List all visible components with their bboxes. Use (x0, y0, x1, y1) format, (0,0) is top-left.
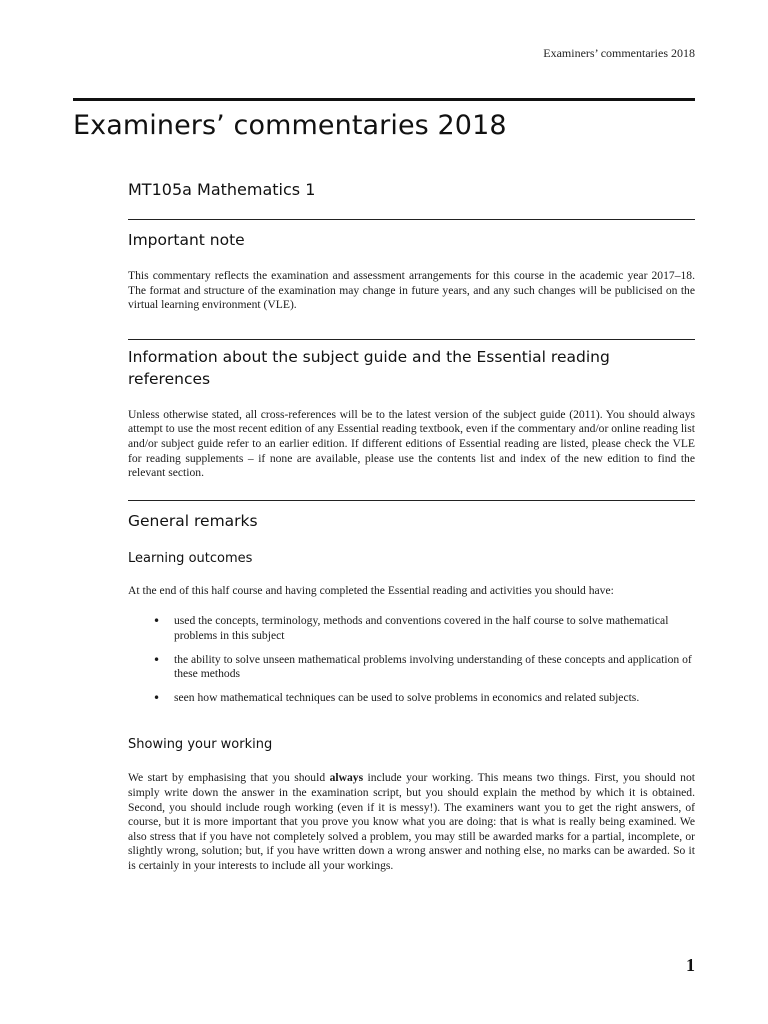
page-title: Examiners’ commentaries 2018 (73, 110, 507, 141)
information-text: Unless otherwise stated, all cross-references will be to the latest version of the subject guide (2011). You should always attempt to use the most recent edition of any Essential reading textbook, even if the commentary and/or online reading list and/or subject guide refer to an earlier edition. If different editions of Essential reading are listed, please check the VLE for reading supplements – if none are available, please use the contents list and index of the new edition to find the relevant section. (128, 407, 695, 480)
section-rule (128, 339, 695, 340)
working-text-part: include your working. This means two things. First, you should not simply write down the answer in the examination script, but you should explain the method by which it is obtained. Second, you should include rough working (even if it is messy!). The examiners want you to get the right answers, of course, but it is more important that you prove you know what you are doing: that is what is really being examined. We also stress that if you have not completely solved a problem, you may still be awarded marks for a partial, incomplete, or slightly wrong, solution; but, if you have written down a wrong answer and nothing else, no marks can be awarded. So it is certainly in your interests to include all your workings. (128, 771, 695, 872)
bullet-icon: • (153, 690, 161, 705)
working-text-part: We start by emphasising that you should (128, 771, 330, 785)
running-header: Examiners’ commentaries 2018 (543, 46, 695, 60)
title-rule (73, 98, 695, 101)
course-title: MT105a Mathematics 1 (128, 180, 316, 199)
list-item (128, 614, 695, 643)
important-note-text: This commentary reflects the examination and assessment arrangements for this course in the academic year 2017–18. The format and structure of the examination may change in future years, and any such changes will be publicised on the virtual learning environment (VLE). (128, 269, 695, 312)
section-heading-information: Information about the subject guide and the Essential reading references (128, 347, 610, 388)
list-item (128, 691, 695, 706)
bullet-icon: • (153, 614, 161, 629)
page-number: 1 (686, 955, 695, 975)
section-heading-important-note: Important note (128, 231, 245, 249)
section-rule (128, 500, 695, 501)
bullet-icon: • (153, 652, 161, 667)
list-item (128, 653, 695, 682)
section-heading-general-remarks: General remarks (128, 511, 258, 530)
learning-outcomes-list (128, 614, 695, 705)
section-rule (128, 219, 695, 220)
working-bold-word: always (329, 771, 364, 785)
learning-outcomes-intro: At the end of this half course and having completed the Essential reading and activities you should have: (128, 583, 614, 597)
list-item-text: used the concepts, terminology, methods and conventions covered in the half course to solve mathematical problems in this subject (174, 614, 669, 642)
list-item-text: seen how mathematical techniques can be used to solve problems in economics and related subjects. (174, 690, 640, 704)
document-body (128, 219, 695, 873)
showing-working-text (128, 771, 695, 873)
subheading-showing-your-working: Showing your working (128, 737, 273, 753)
list-item-text: the ability to solve unseen mathematical problems involving understanding of these concepts and application of these methods (174, 652, 692, 681)
subheading-learning-outcomes: Learning outcomes (128, 550, 253, 566)
